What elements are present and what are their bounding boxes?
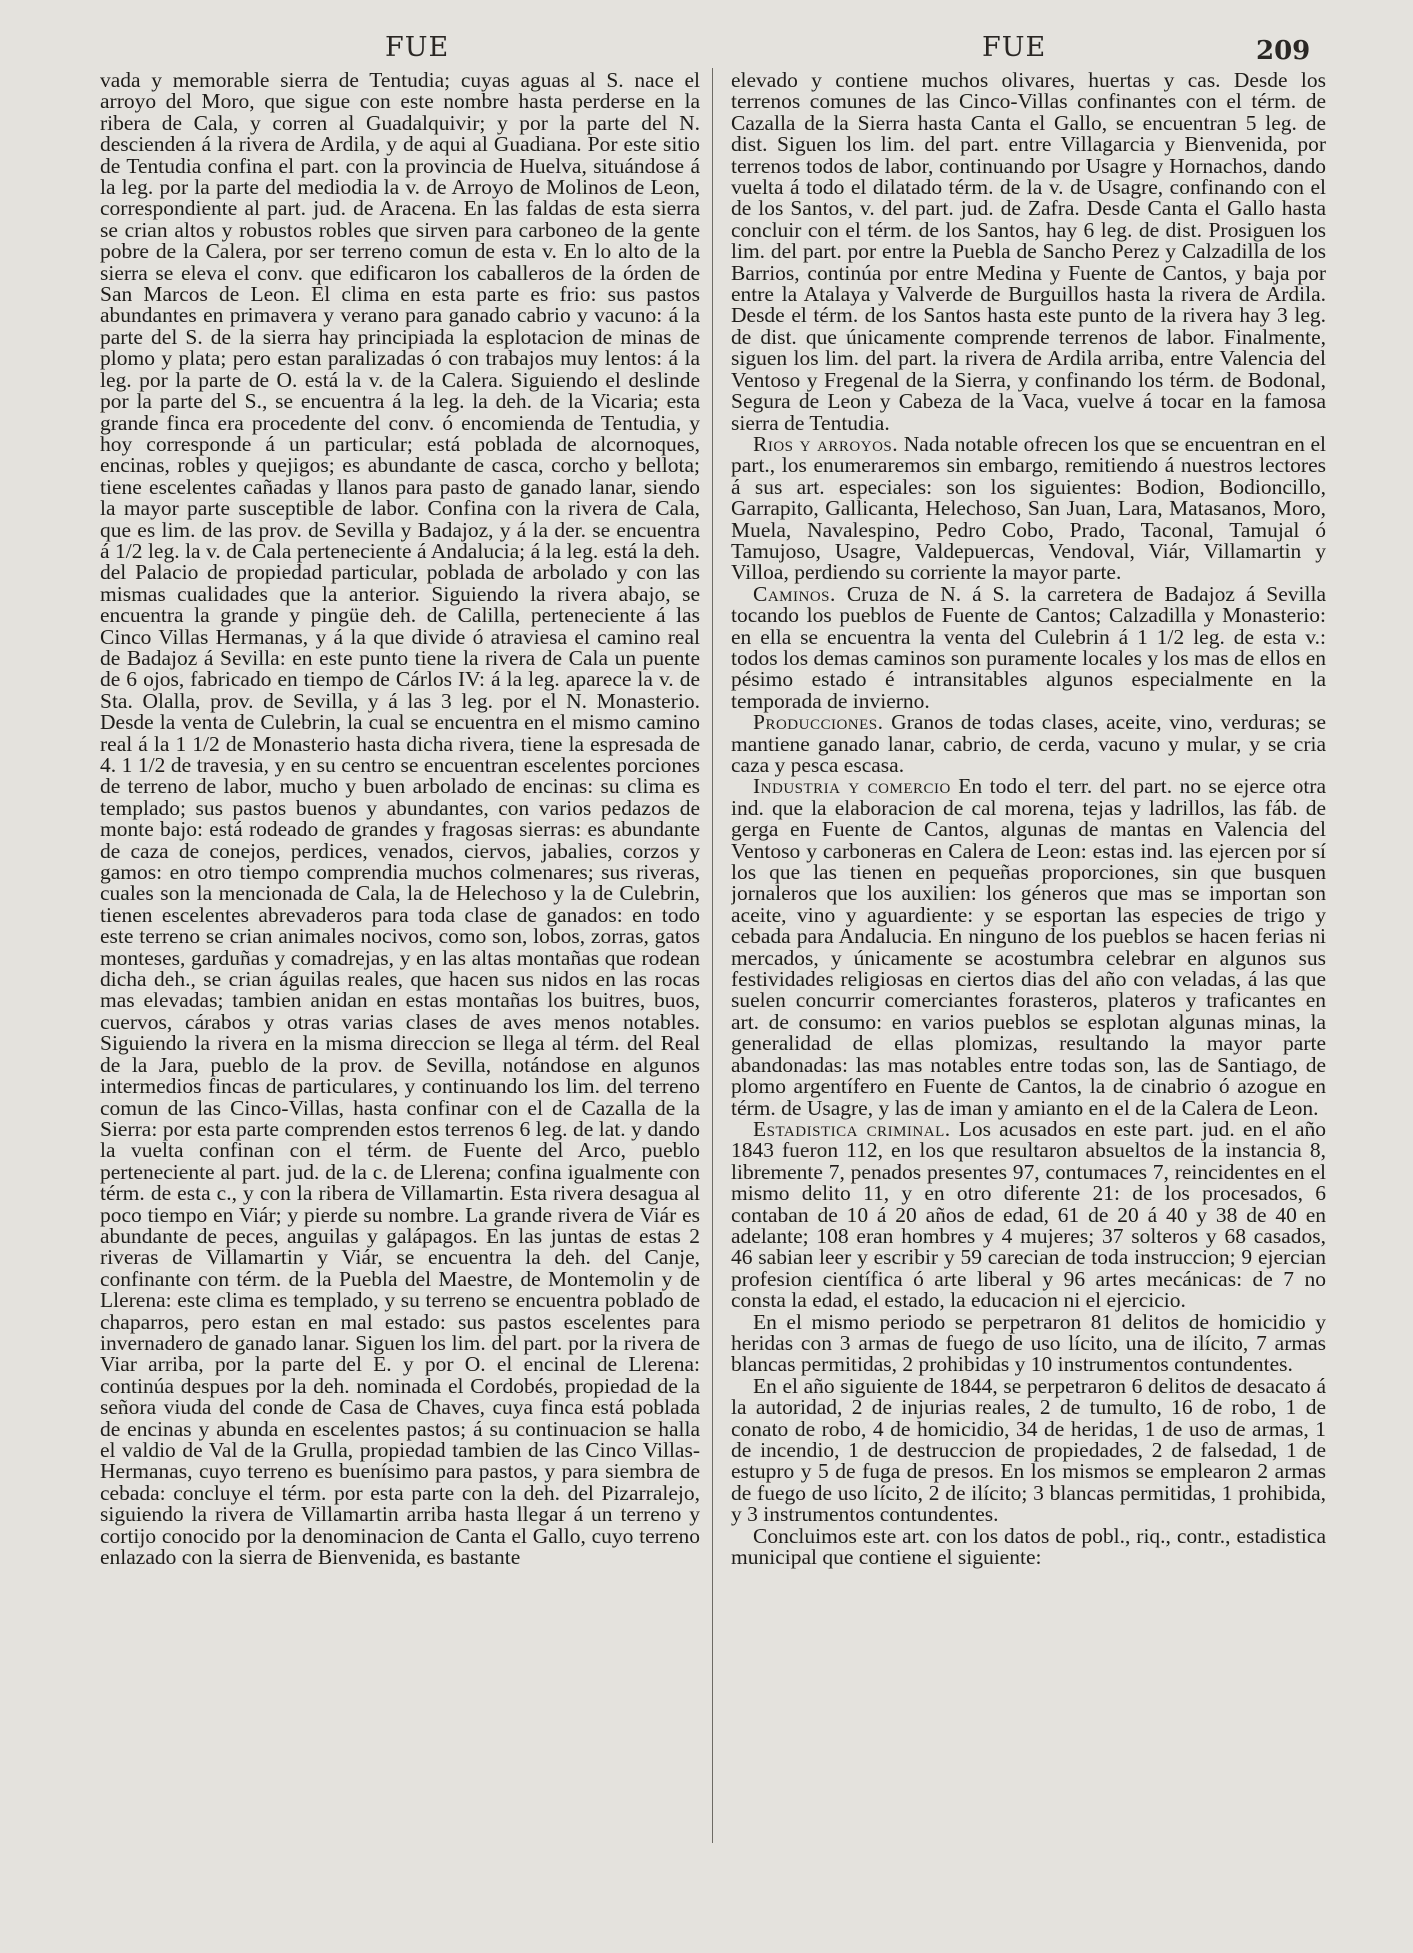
section-lead: Producciones. (753, 710, 884, 735)
running-head-right: FUE (982, 32, 1047, 63)
paragraph-text: Concluimos este art. con los datos de pobl., riq., contr., estadistica municipal que contiene el siguiente: (731, 1523, 1326, 1570)
section-lead: Industria y comercio (753, 774, 951, 799)
paragraph (731, 70, 1326, 434)
running-head-left: FUE (385, 32, 450, 63)
paragraph (731, 581, 1326, 713)
paragraph (731, 1116, 1326, 1313)
paragraph-text: Nada notable ofrecen los que se encuentran en el part., los enumeraremos sin embargo, remitiendo á nuestros lectores á sus art. especiales: son los siguientes: Bodion, Bodioncillo, Garrapito, Gallicanta, Helechoso, San Juan, Lara, Matasanos, Moro, Muela, Navalespino, Pedro Cobo, Prado, Taconal, Tamujal ó Tamujoso, Usagre, Valdepuercas, Vendoval, Viár, Villamartin y Villoa, perdiendo su corriente la mayor parte. (731, 431, 1326, 585)
paragraph-text: Cruza de N. á S. la carretera de Badajoz á Sevilla tocando los pueblos de Fuente de Cantos; Calzadilla y Monasterio: en ella se encuentra la venta del Culebrin á 1 1/2 leg. de esta v.: todos los demas caminos son puramente locales y los mas de ellos en pésimo estado é intransitables algunos especialmente en la temporada de invierno. (731, 581, 1326, 713)
section-lead: Rios y arroyos. (753, 431, 899, 456)
paragraph (731, 1523, 1326, 1570)
paragraph (731, 1373, 1326, 1527)
paragraph (731, 431, 1326, 585)
paragraph: vada y memorable sierra de Tentudia; cuyas aguas al S. nace el arroyo del Moro, que sigue con este nombre hasta perderse en la ribera de Cala, y corren al Guadalquivir; y por la parte del N. descienden á la rivera de Ardila, y de aqui al Guadiana. Por este sitio de Tentudia confina el part. con la provincia de Huelva, situándose á la leg. por la parte del mediodia la v. de Arroyo de Molinos de Leon, correspondiente al part. jud. de Aracena. En las faldas de esta sierra se crian altos y robustos robles que sirven para carboneo de la gente pobre de la Calera, por ser terreno comun de esta v. En lo alto de la sierra se eleva el conv. que edificaron los caballeros de la órden de San Marcos de Leon. El clima en esta parte es frio: sus pastos abundantes en primavera y verano para ganado cabrio y vacuno: á la parte del S. de la sierra hay principiada la esplotacion de minas de plomo y plata; pero estan paralizadas ó con trabajos muy lentos: á la leg. por la parte de O. está la v. de la Calera. Siguiendo el deslinde por la parte del S., se encuentra á la leg. la deh. de la Vicaria; esta grande finca era procedente del conv. ó encomienda de Tentudia, y hoy corresponde á un particular; está poblada de alcornoques, encinas, robles y quejigos; es abundante de casca, corcho y bellota; tiene escelentes cañadas y llanos para pasto de ganado lanar, siendo la mayor parte susceptible de labor. Confina con la rivera de Cala, que es lim. de las prov. de Sevilla y Badajoz, y á la der. se encuentra á 1/2 leg. la v. de Cala perteneciente á Andalucia; á la leg. está la deh. del Palacio de propiedad particular, poblada de arbolado y con las mismas cualidades que la anterior. Siguiendo la rivera abajo, se encuentra la grande y pingüe deh. de Calilla, perteneciente á las Cinco Villas Hermanas, y á la que divide ó atraviesa el camino real de Badajoz á Sevilla: en este punto tiene la rivera de Cala un puente de 6 ojos, fabricado en tiempo de Cárlos IV: á la leg. aparece la v. de Sta. Olalla, prov. de Sevilla, y á las 3 leg. por el N. Monasterio. Desde la venta de Culebrin, la cual se encuentra en el mismo camino real á la 1 1/2 de Monasterio hasta dicha rivera, tiene la espresada de 4. 1 1/2 de travesia, y en su centro se encuentran escelentes porciones de terreno de labor, mucho y buen arbolado de encinas: su clima es templado; sus pastos buenos y abundantes, con varios pedazos de monte bajo: está rodeado de grandes y fragosas sierras: es abundante de caza de conejos, perdices, venados, ciervos, jabalies, corzos y gamos: en otro tiempo comprendia muchos colmenares; sus riveras, cuales son la mencionada de Cala, la de Helechoso y la de Culebrin, tienen escelentes abrevaderos para toda clase de ganados: en todo este terreno se crian animales nocivos, como son, lobos, zorras, gatos monteses, garduñas y comadrejas, y en las altas montañas que rodean dicha deh., se crian águilas reales, que hacen sus nidos en las rocas mas elevadas; tambien anidan en estas montañas los buitres, buos, cuervos, cárabos y otras varias clases de aves menos notables. Siguiendo la rivera en la misma direccion se llega al térm. del Real de la Jara, pueblo de la prov. de Sevilla, notándose en algunos intermedios fincas de particulares, y continuando los lim. del terreno comun de las Cinco-Villas, hasta confinar con el de Cazalla de la Sierra: por esta parte comprenden estos terrenos 6 leg. de lat. y dando la vuelta confinan con el térm. de Fuente del Arco, pueblo perteneciente al part. jud. de la c. de Llerena; confina igualmente con térm. de esta c., y con la ribera de Villamartin. Esta rivera desagua al poco tiempo en Viár; y pierde su nombre. La grande rivera de Viár es abundante de peces, anguilas y galápagos. En las juntas de estas 2 riveras de Villamartin y Viár, se encuentra la deh. del Canje, confinante con térm. de la Puebla del Maestre, de Montemolin y de Llerena: este clima es templado, y su terreno se encuentra poblado de chaparros, pero estan en mal estado: sus pastos escelentes para invernadero de ganado lanar. Siguen los lim. del part. por la rivera de Viar arriba, por la parte del E. y por O. el encinal de Llerena: continúa despues por la deh. nominada el Cordobés, propiedad de la señora viuda del conde de Casa de Chaves, cuya finca está poblada de encinas y abunda en escelentes pastos; á su continuacion se halla el valdio de Val de la Grulla, propiedad tambien de las Cinco Villas-Hermanas, cuyo terreno es buenísimo para pastos, y para siembra de cebada: concluye el térm. por esta parte con la deh. del Pizarralejo, siguiendo la rivera de Villamartin arriba hasta llegar á un terreno y cortijo conocido por la denominacion de Canta el Gallo, cuyo terreno enlazado con la sierra de Bienvenida, es bastante (100, 70, 700, 1570)
right-column (731, 70, 1326, 1930)
paragraph-text: En el año siguiente de 1844, se perpetraron 6 delitos de desacato á la autoridad, 2 de injurias reales, 2 de tumulto, 16 de robo, 1 de conato de robo, 4 de homicidio, 34 de heridas, 1 de uso de armas, 1 de incendio, 1 de destruccion de propiedades, 2 de falsedad, 1 de estupro y 5 de fuga de presos. En los mismos se emplearon 2 armas de fuego de uso lícito, 2 de ilícito; 3 blancas permitidas, 1 prohibida, y 3 instrumentos contundentes. (731, 1373, 1326, 1527)
column-divider (712, 68, 713, 1843)
paragraph-text: elevado y contiene muchos olivares, huertas y cas. Desde los terrenos comunes de las Cinco-Villas confinantes con el térm. de Cazalla de la Sierra hasta Canta el Gallo, se encuentran 5 leg. de dist. Siguen los lim. del part. entre Villagarcia y Bienvenida, por terrenos todos de labor, continuando por Usagre y Hornachos, dando vuelta á todo el dilatado térm. de la v. de Usagre, confinando con el de los Santos, v. del part. jud. de Zafra. Desde Canta el Gallo hasta concluir con el térm. de los Santos, hay 6 leg. de dist. Prosiguen los lim. del part. por entre la Puebla de Sancho Perez y Calzadilla de los Barrios, continúa por entre Medina y Fuente de Cantos, y baja por entre la Atalaya y Valverde de Burguillos hasta la rivera de Ardila. Desde el térm. de los Santos hasta este punto de la rivera hay 3 leg. de dist. que únicamente comprende terrenos de labor. Finalmente, siguen los lim. del part. la rivera de Ardila arriba, entre Valencia del Ventoso y Fregenal de la Sierra, y confinando los térm. de Bodonal, Segura de Leon y Cabeza de la Vaca, vuelve á tocar en la famosa sierra de Tentudia. (731, 70, 1326, 435)
paragraph-text: Los acusados en este part. jud. en el año 1843 fueron 112, en los que resultaron absueltos de la instancia 8, libremente 7, penados presentes 97, contumaces 7, reincidentes en el mismo delito 11, y en otro diferente 21: de los procesados, 6 contaban de 10 á 20 años de edad, 61 de 20 á 40 y 38 de 40 en adelante; 108 eran hombres y 4 mujeres; 37 solteros y 68 casados, 46 sabian leer y escribir y 59 carecian de toda instruccion; 9 ejercian profesion científica ó arte liberal y 96 artes mecánicas: de 7 no consta la edad, el estado, la educacion ni el ejercicio. (731, 1116, 1326, 1313)
paragraph-text: En el mismo periodo se perpetraron 81 delitos de homicidio y heridas con 3 armas de fuego de uso lícito, una de ilícito, 7 armas blancas permitidas, 2 prohibidas y 10 instrumentos contundentes. (731, 1309, 1326, 1377)
section-lead: Estadistica criminal. (753, 1116, 951, 1141)
left-column (100, 70, 700, 1930)
section-lead: Caminos. (753, 581, 836, 606)
paragraph (731, 712, 1326, 776)
page-number: 209 (1256, 36, 1311, 66)
paragraph-text: Granos de todas clases, aceite, vino, verduras; se mantiene ganado lanar, cabrio, de cerda, vacuno y mular, y se cria caza y pesca escasa. (731, 710, 1326, 777)
paragraph (731, 1309, 1326, 1377)
paragraph-text: En todo el terr. del part. no se ejerce otra ind. que la elaboracion de cal morena, tejas y ladrillos, las fáb. de gerga en Fuente de Cantos, algunas de mantas en Valencia del Ventoso y carboneras en Calera de Leon: estas ind. las ejercen por sí los que las tienen en pequeñas proporciones, sin que busquen jornaleros que los auxilien: los géneros que mas se importan son aceite, vino y aguardiente: y se esportan las especies de trigo y cebada para Andalucia. En ninguno de los pueblos se hacen ferias ni mercados, y únicamente se acostumbra celebrar en algunos sus festividades religiosas en ciertos dias del año con veladas, á las que suelen concurrir comerciantes forasteros, plateros y traficantes en art. de consumo: en varios pueblos se esplotan algunas minas, la generalidad de ellas plomizas, resultando la mayor parte abandonadas: las mas notables entre todas son, las de Santiago, de plomo argentífero en Fuente de Cantos, la de cinabrio ó azogue en térm. de Usagre, y las de iman y amianto en el de la Calera de Leon. (731, 774, 1326, 1120)
paragraph (731, 776, 1326, 1119)
